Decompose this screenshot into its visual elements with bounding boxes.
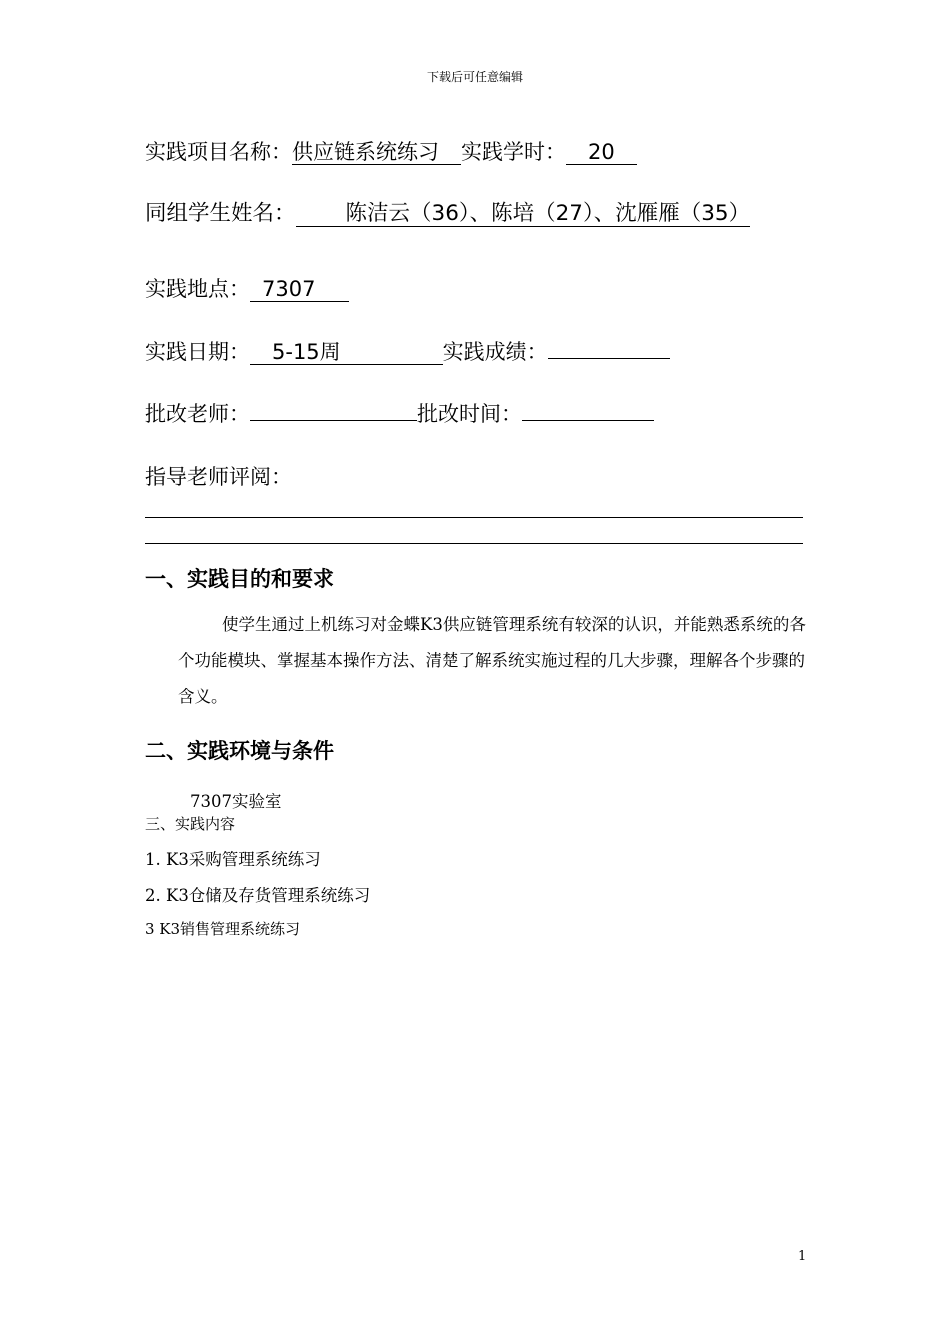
group-row — [145, 200, 750, 228]
project-label: 实践项目名称： — [145, 140, 292, 164]
place-label: 实践地点： — [145, 277, 250, 301]
section-1-text: 使学生通过上机练习对金蝶K3供应链管理系统有较深的认识，并能熟悉系统的各个功能模块、掌握基本操作方法、清楚了解系统实施过程的几大步骤，理解各个步骤的含义。 — [178, 615, 806, 706]
place-value: 7307 — [250, 277, 349, 302]
comment-label: 指导老师评阅： — [145, 465, 292, 489]
list-item: 1. K3采购管理系统练习 — [145, 850, 321, 869]
teacher-row — [145, 400, 654, 428]
place-row — [145, 275, 349, 303]
list-item: 3 K3销售管理系统练习 — [145, 920, 301, 938]
section-2-body: 7307实验室 — [190, 792, 282, 811]
section-2-title: 二、实践环境与条件 — [145, 739, 334, 763]
hours-label: 实践学时： — [461, 140, 566, 164]
group-value: 陈洁云（36）、陈培（27）、沈雁雁（35） — [296, 202, 751, 227]
score-label: 实践成绩： — [442, 340, 548, 364]
section-1-body — [178, 607, 806, 715]
hours-value: 20 — [566, 140, 637, 165]
list-item: 2. K3仓储及存货管理系统练习 — [145, 886, 371, 905]
project-value: 供应链系统练习 — [292, 140, 461, 165]
date-value: 5-15周 — [250, 340, 443, 365]
page-number: 1 — [798, 1249, 807, 1264]
time-label: 批改时间： — [417, 402, 522, 426]
project-row — [145, 138, 637, 166]
section-1-title: 一、实践目的和要求 — [145, 567, 334, 591]
section-3-title: 三、实践内容 — [145, 815, 236, 833]
score-blank — [548, 358, 670, 359]
group-label: 同组学生姓名： — [145, 201, 296, 226]
teacher-label: 批改老师： — [145, 402, 250, 426]
time-blank — [522, 420, 654, 421]
date-label: 实践日期： — [145, 340, 250, 364]
header-note: 下载后可任意编辑 — [426, 70, 523, 84]
teacher-blank — [250, 420, 417, 421]
comment-line-2 — [145, 543, 803, 544]
date-row — [145, 338, 670, 366]
comment-line-1 — [145, 517, 803, 518]
